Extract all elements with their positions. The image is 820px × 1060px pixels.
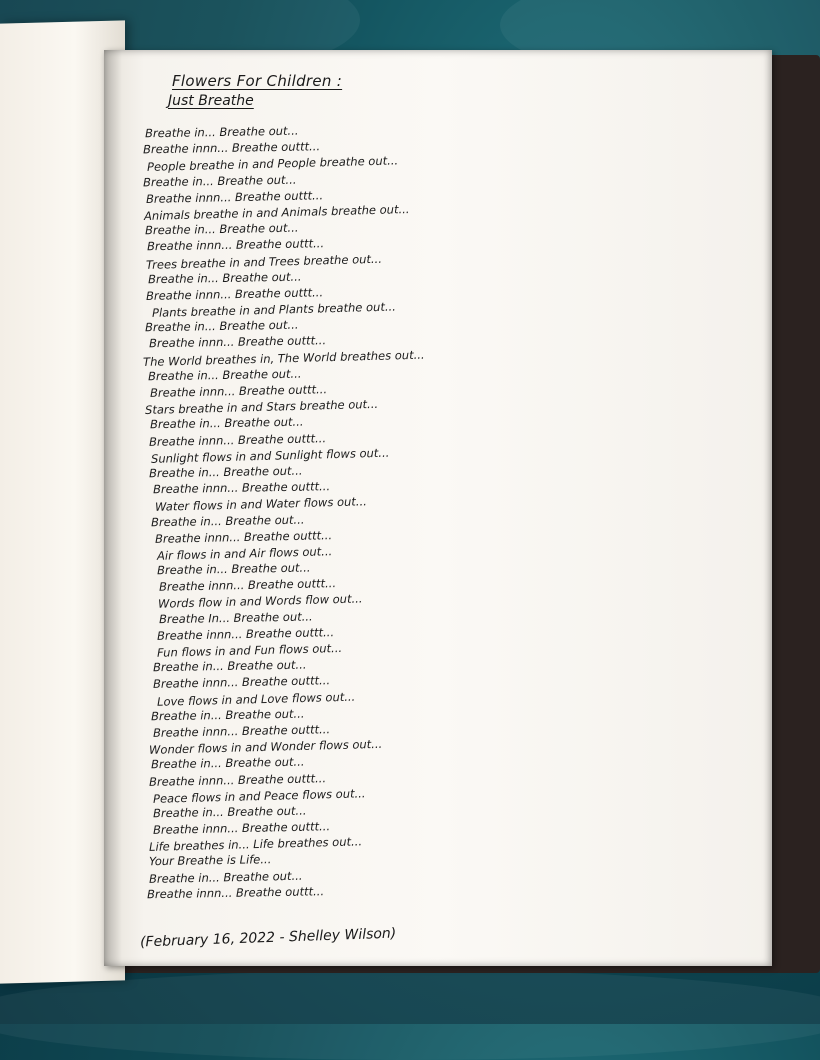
poem-line: Breathe innn... Breathe outtt... [149, 382, 328, 400]
poem-line: Breathe innn... Breathe outtt... [154, 527, 333, 546]
poem-subtitle: Just Breathe [168, 93, 254, 109]
poem-line: Water flows in and Water flows out... [154, 494, 367, 515]
poem-line: Breathe innn... Breathe outtt... [158, 576, 337, 595]
poem-line: Breathe innn... Breathe outtt... [152, 722, 331, 740]
poem-line: Air flows in and Air flows out... [156, 544, 333, 563]
poem-line: Peace flows in and Peace flows out... [152, 785, 366, 806]
signature: (February 16, 2022 - Shelley Wilson) [139, 925, 397, 951]
poem-line: Sunlight flows in and Sunlight flows out... [150, 445, 390, 466]
poem-line: Breathe innn... Breathe outtt... [148, 770, 327, 789]
poem-line: Breathe innn... Breathe outtt... [152, 819, 331, 837]
poem-line: The World breathes in, The World breathes out... [142, 347, 425, 369]
poem-line: Breathe innn... Breathe outtt... [148, 430, 327, 449]
poem-line: Breathe in... Breathe out... [156, 560, 311, 578]
poem-line: Plants breathe in and Plants breathe out... [151, 299, 397, 320]
poem-line: Stars breathe in and Stars breathe out... [144, 397, 379, 418]
poem-line: Breathe innn... Breathe outtt... [156, 624, 335, 643]
poem-line: Fun flows in and Fun flows out... [156, 640, 343, 660]
poem-line: Breathe in... Breathe out... [144, 317, 299, 335]
poem-line: Breathe In... Breathe out... [158, 609, 313, 626]
poem-body [142, 122, 523, 902]
poem-line: Breathe innn... Breathe outtt... [146, 884, 325, 902]
poem-line: Breathe in... Breathe out... [150, 512, 305, 529]
poem-line: Love flows in and Love flows out... [156, 689, 356, 709]
poem-line: Breathe in... Breathe out... [147, 269, 302, 286]
poem-line: Breathe innn... Breathe outtt... [145, 285, 324, 303]
poem-line: Breathe in... Breathe out... [147, 366, 302, 384]
poem-line: Breathe innn... Breathe outtt... [152, 479, 331, 497]
poem-line: Breathe innn... Breathe outtt... [145, 187, 324, 206]
poem-line: Breathe in... Breathe out... [152, 803, 307, 821]
poem-line: Your Breathe is Life... [148, 852, 272, 869]
poem-line: Breathe in... Breathe out... [150, 706, 305, 723]
poem-line: Words flow in and Words flow out... [157, 591, 363, 612]
poem-line: Breathe in... Breathe out... [144, 123, 299, 141]
poem-line: Breathe in... Breathe out... [148, 868, 303, 886]
poem-line: Breathe in... Breathe out... [149, 414, 304, 432]
poem-title: Flowers For Children : [172, 72, 343, 90]
poem-line: Breathe in... Breathe out... [142, 172, 297, 189]
poem-line: Wonder flows in and Wonder flows out... [148, 736, 383, 758]
poem-line: Breathe innn... Breathe outtt... [152, 673, 331, 692]
poem-line: People breathe in and People breathe out... [146, 153, 399, 175]
poem-line: Trees breathe in and Trees breathe out... [145, 251, 383, 272]
poem-line: Breathe in... Breathe out... [150, 754, 305, 772]
poem-line: Breathe in... Breathe out... [144, 220, 299, 238]
cloth-fold [0, 970, 820, 1060]
poem-line: Breathe innn... Breathe outtt... [148, 333, 327, 351]
page-gutter [104, 50, 122, 966]
poem-line: Breathe innn... Breathe outtt... [142, 139, 321, 157]
poem-line: Breathe innn... Breathe outtt... [146, 236, 325, 254]
poem-line: Animals breathe in and Animals breathe out... [143, 201, 410, 223]
poem-line: Breathe in... Breathe out... [152, 657, 307, 675]
poem-line: Life breathes in... Life breathes out... [148, 834, 363, 855]
poem-line: Breathe in... Breathe out... [148, 463, 303, 481]
